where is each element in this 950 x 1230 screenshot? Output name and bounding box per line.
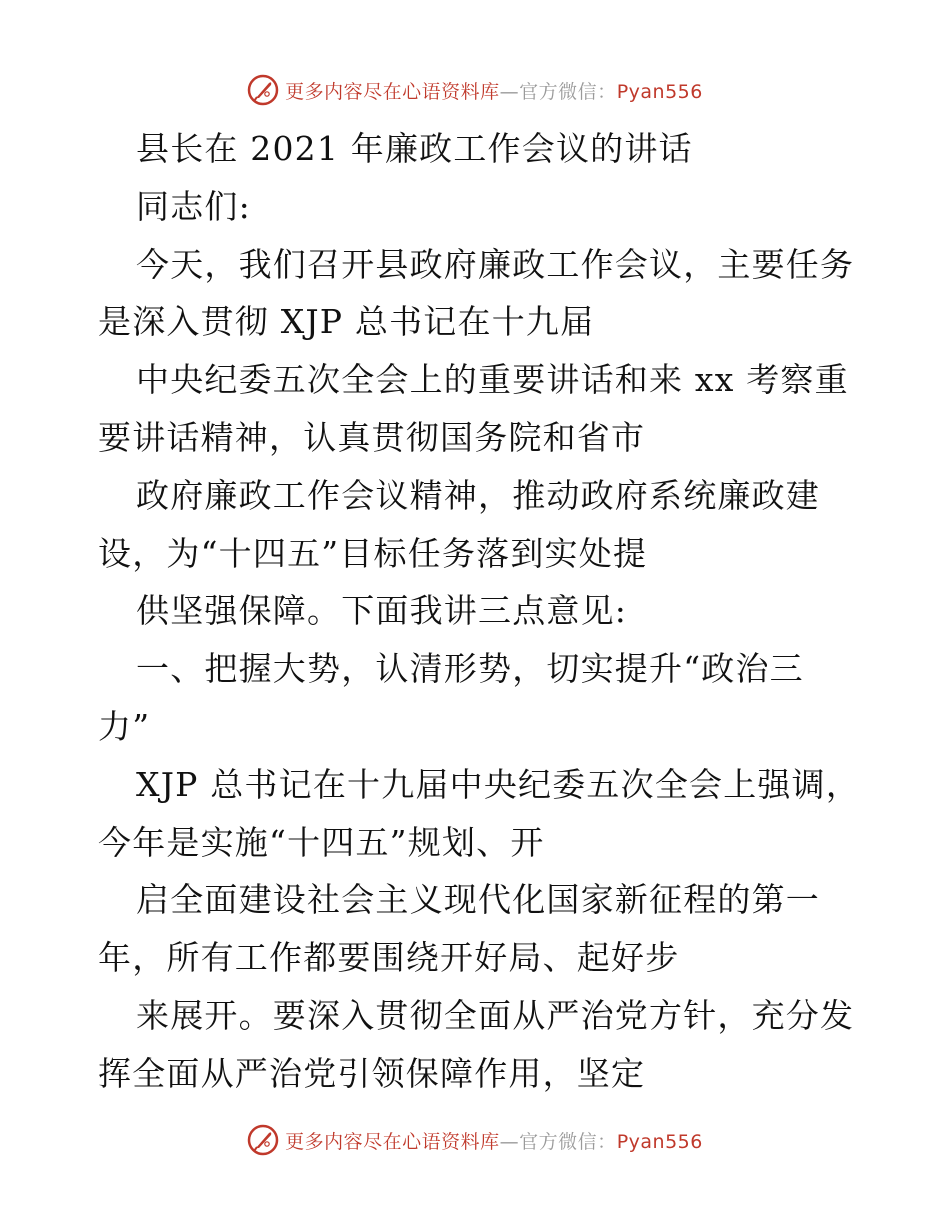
watermark-official-label: 官方微信： (519, 1130, 617, 1153)
watermark-dash: — (499, 80, 520, 103)
doc-line: 启全面建设社会主义现代化国家新征程的第一 (136, 880, 820, 920)
doc-line: 挥全面从严治党引领保障作用，坚定 (98, 1053, 646, 1093)
doc-salutation: 同志们: (136, 186, 251, 226)
document-body (98, 120, 861, 1103)
header-watermark (0, 70, 950, 110)
doc-line: 来展开。要深入贯彻全面从严治党方针，充分发 (136, 995, 855, 1035)
doc-line: 年，所有工作都要围绕开好局、起好步 (98, 938, 680, 978)
doc-title: 县长在 2021 年廉政工作会议的讲话 (136, 129, 693, 168)
doc-line: 是深入贯彻 XJP 总书记在十九届 (98, 302, 595, 342)
feather-pen-logo-icon (247, 74, 279, 106)
doc-line: 中央纪委五次全会上的重要讲话和来 xx 考察重 (136, 360, 849, 400)
watermark-dash: — (499, 1130, 520, 1153)
watermark-text (285, 77, 703, 104)
watermark-brand: 更多内容尽在心语资料库 (285, 80, 500, 103)
doc-line: 今年是实施“十四五”规划、开 (98, 822, 545, 862)
doc-line: 设，为“十四五”目标任务落到实处提 (98, 533, 648, 573)
doc-line: XJP 总书记在十九届中央纪委五次全会上强调， (136, 764, 861, 804)
watermark-wechat-id: Pyan556 (616, 80, 703, 103)
watermark-text (285, 1127, 703, 1154)
doc-section-heading: 一、把握大势，认清形势，切实提升“政治三 (136, 649, 804, 689)
doc-section-heading-cont: 力” (98, 706, 151, 746)
doc-line: 政府廉政工作会议精神，推动政府系统廉政建 (136, 475, 820, 515)
footer-watermark (0, 1120, 950, 1160)
doc-line: 供坚强保障。下面我讲三点意见: (136, 591, 628, 631)
doc-line: 今天，我们召开县政府廉政工作会议，主要任务 (136, 244, 855, 284)
doc-line: 要讲话精神，认真贯彻国务院和省市 (98, 417, 646, 457)
feather-pen-logo-icon (247, 1124, 279, 1156)
watermark-official-label: 官方微信： (519, 80, 617, 103)
watermark-brand: 更多内容尽在心语资料库 (285, 1130, 500, 1153)
watermark-wechat-id: Pyan556 (616, 1130, 703, 1153)
